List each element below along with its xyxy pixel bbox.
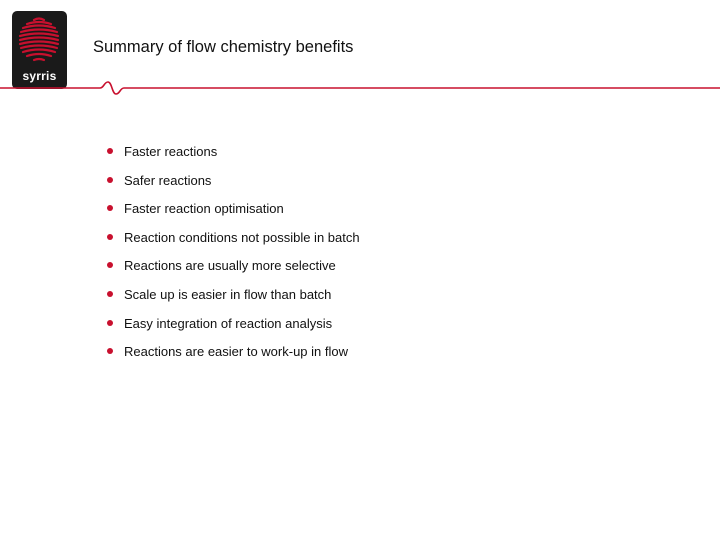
bullet-text: Scale up is easier in flow than batch <box>124 286 332 302</box>
bullet-text: Safer reactions <box>124 172 212 188</box>
syrris-logo <box>12 11 67 89</box>
bullet-icon <box>107 148 113 154</box>
bullet-text: Faster reaction optimisation <box>124 201 284 217</box>
slide-title: Summary of flow chemistry benefits <box>93 38 354 56</box>
bullet-icon <box>107 320 113 326</box>
bullet-icon <box>107 262 113 268</box>
bullet-icon <box>107 234 113 240</box>
title-divider <box>0 80 720 102</box>
bullet-text: Reactions are easier to work-up in flow <box>124 344 348 360</box>
logo-text: syrris <box>22 69 57 83</box>
bullet-icon <box>107 348 113 354</box>
bullet-icon <box>107 291 113 297</box>
bullet-text: Reaction conditions not possible in batch <box>124 229 360 245</box>
bullet-text: Easy integration of reaction analysis <box>124 315 333 331</box>
syrris-logo-icon <box>12 11 67 71</box>
bullet-text: Reactions are usually more selective <box>124 258 336 274</box>
bullet-text: Faster reactions <box>124 144 218 159</box>
bullet-icon <box>107 205 113 211</box>
bullet-icon <box>107 177 113 183</box>
